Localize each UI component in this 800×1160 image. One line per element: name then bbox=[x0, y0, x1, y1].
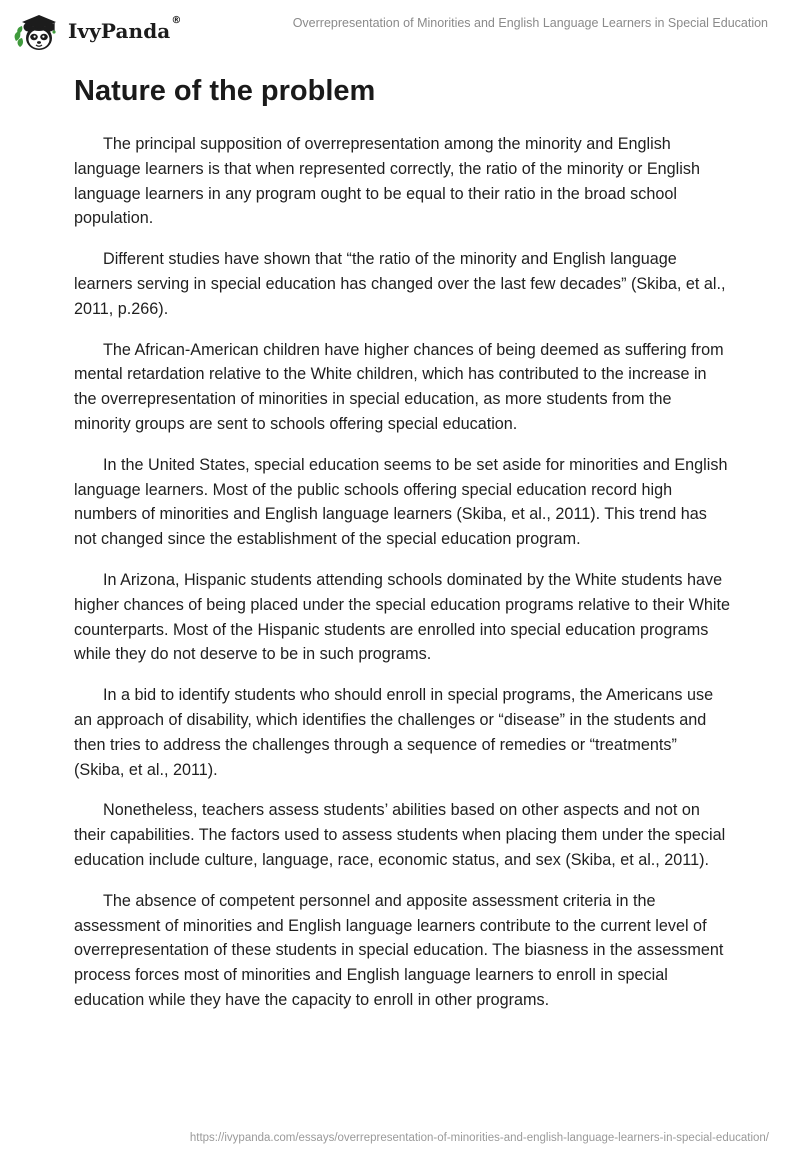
paragraph: In the United States, special education seems to be set aside for minorities and English language learners. Most of the public schools offering special education record high numbers of minorities and English language learners (Skiba, et al., 2011). This trend has not changed since the establishment of the special education program. bbox=[74, 455, 728, 549]
logo-wordmark bbox=[68, 15, 182, 43]
paragraph: The principal supposition of overrepresentation among the minority and English language learners is that when represented correctly, the ratio of the minority or English language learners in any program ought to be equal to their ratio in the broad school population. bbox=[74, 135, 700, 228]
ivypanda-logo[interactable] bbox=[12, 10, 181, 52]
panda-graduation-cap-icon bbox=[12, 10, 64, 52]
brand-name: IvyPanda bbox=[68, 19, 171, 43]
page-header bbox=[0, 0, 800, 60]
document-running-title: Overrepresentation of Minorities and English Language Learners in Special Education bbox=[292, 16, 768, 30]
paragraph: The African-American children have higher chances of being deemed as suffering from mental retardation relative to the White children, which has contributed to the increase in the overrepresentation of minorities in special education, as more students from the minority groups are sent to schools offering special education. bbox=[74, 340, 724, 433]
paragraph: Nonetheless, teachers assess students’ abilities based on other aspects and not on their capabilities. The factors used to assess students when placing them under the special education include culture, language, race, economic status, and sex (Skiba, et al., 2011). bbox=[74, 801, 726, 869]
article-body bbox=[74, 72, 730, 1029]
paragraph: In a bid to identify students who should enroll in special programs, the Americans use an approach of disability, which identifies the challenges or “disease” in the students and then tries to address the challenges through a sequence of remedies or “treatments” (Skiba, et al., 2011). bbox=[74, 686, 714, 779]
paragraph: Different studies have shown that “the ratio of the minority and English language learners serving in special education has changed over the last few decades” (Skiba, et al., 2011, p.266). bbox=[74, 250, 726, 318]
source-url-link[interactable]: https://ivypanda.com/essays/overrepresentation-of-minorities-and-english-language-learners-in-special-education/ bbox=[189, 1132, 769, 1144]
paragraph: In Arizona, Hispanic students attending schools dominated by the White students have higher chances of being placed under the special education programs relative to their White counterparts. Most of the Hispanic students are enrolled into special education programs while they do not deserve to be in such programs. bbox=[74, 570, 730, 664]
section-heading: Nature of the problem bbox=[74, 75, 376, 107]
paragraph: The absence of competent personnel and apposite assessment criteria in the assessment of minorities and English language learners contribute to the current level of overrepresentation of these students in special education. The biasness in the assessment process forces most of minorities and English language learners to enroll in special education while they have the capacity to enroll in other programs. bbox=[74, 891, 724, 1009]
registered-mark: ® bbox=[171, 15, 182, 26]
